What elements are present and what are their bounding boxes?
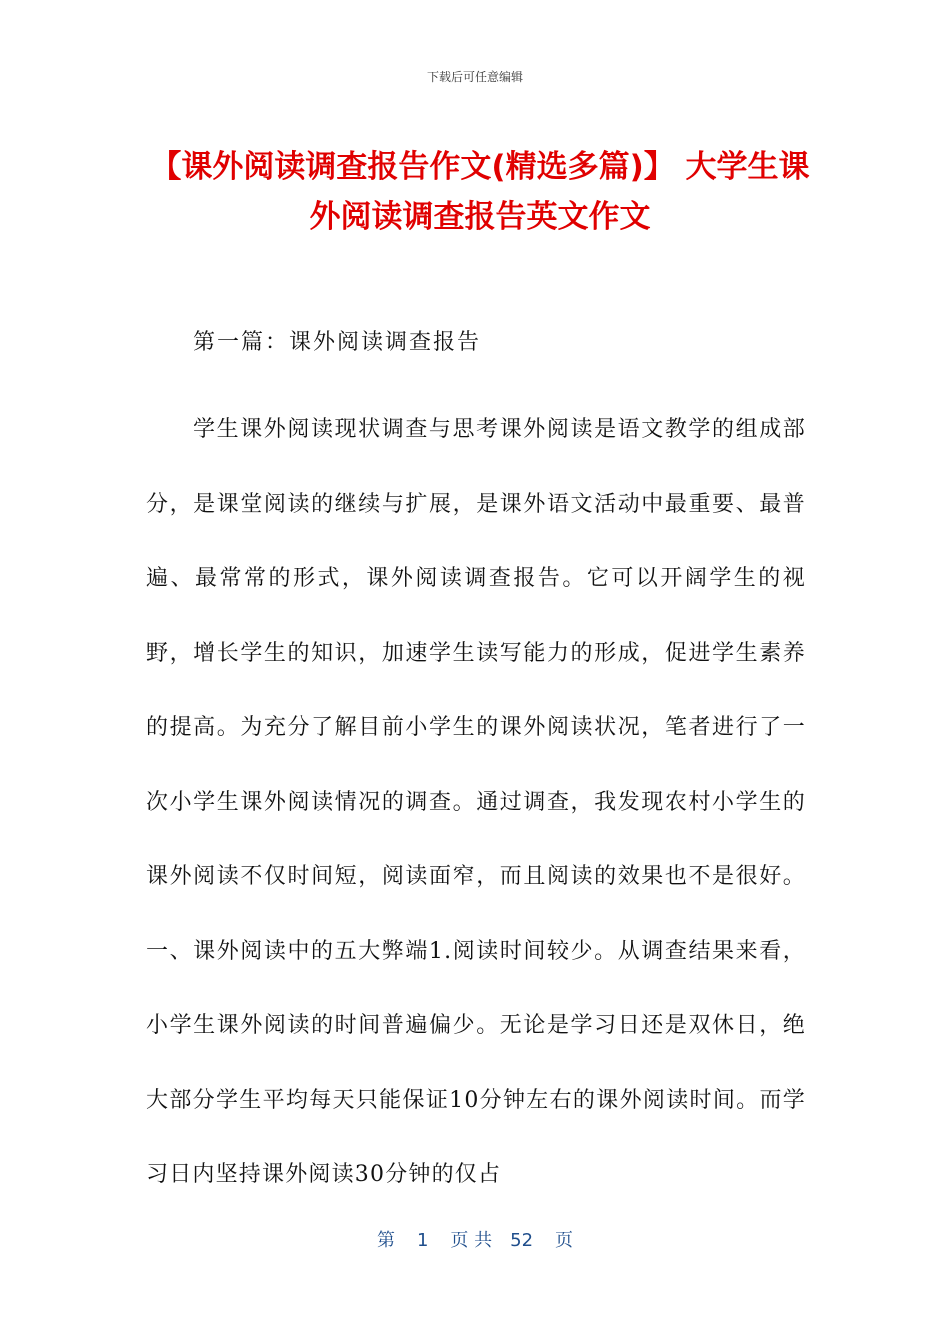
header-note: 下载后可任意编辑	[426, 70, 523, 84]
footer-current-page: 1	[416, 1230, 429, 1251]
page-footer	[0, 1226, 950, 1252]
document-title: 【课外阅读调查报告作文(精选多篇)】 大学生课外阅读调查报告英文作文	[150, 149, 810, 235]
footer-suffix: 页	[555, 1230, 574, 1251]
section-heading: 第一篇：课外阅读调查报告	[193, 330, 482, 355]
footer-prefix: 第	[376, 1230, 395, 1251]
body-paragraph: 学生课外阅读现状调查与思考课外阅读是语文教学的组成部分，是课堂阅读的继续与扩展，是课外语文活动中最重要、最普遍、最常常的形式，课外阅读调查报告。它可以开阔学生的视野，增长学生的知识，加速学生读写能力的形成，促进学生素养的提高。为充分了解目前小学生的课外阅读状况，笔者进行了一次小学生课外阅读情况的调查。通过调查，我发现农村小学生的课外阅读不仅时间短，阅读面窄，而且阅读的效果也不是很好。一、课外阅读中的五大弊端1.阅读时间较少。从调查结果来看，小学生课外阅读的时间普遍偏少。无论是学习日还是双休日，绝大部分学生平均每天只能保证10分钟左右的课外阅读时间。而学习日内坚持课外阅读30分钟的仅占	[146, 417, 806, 1187]
footer-mid: 页 共	[450, 1230, 493, 1251]
footer-total-pages: 52	[510, 1230, 534, 1251]
